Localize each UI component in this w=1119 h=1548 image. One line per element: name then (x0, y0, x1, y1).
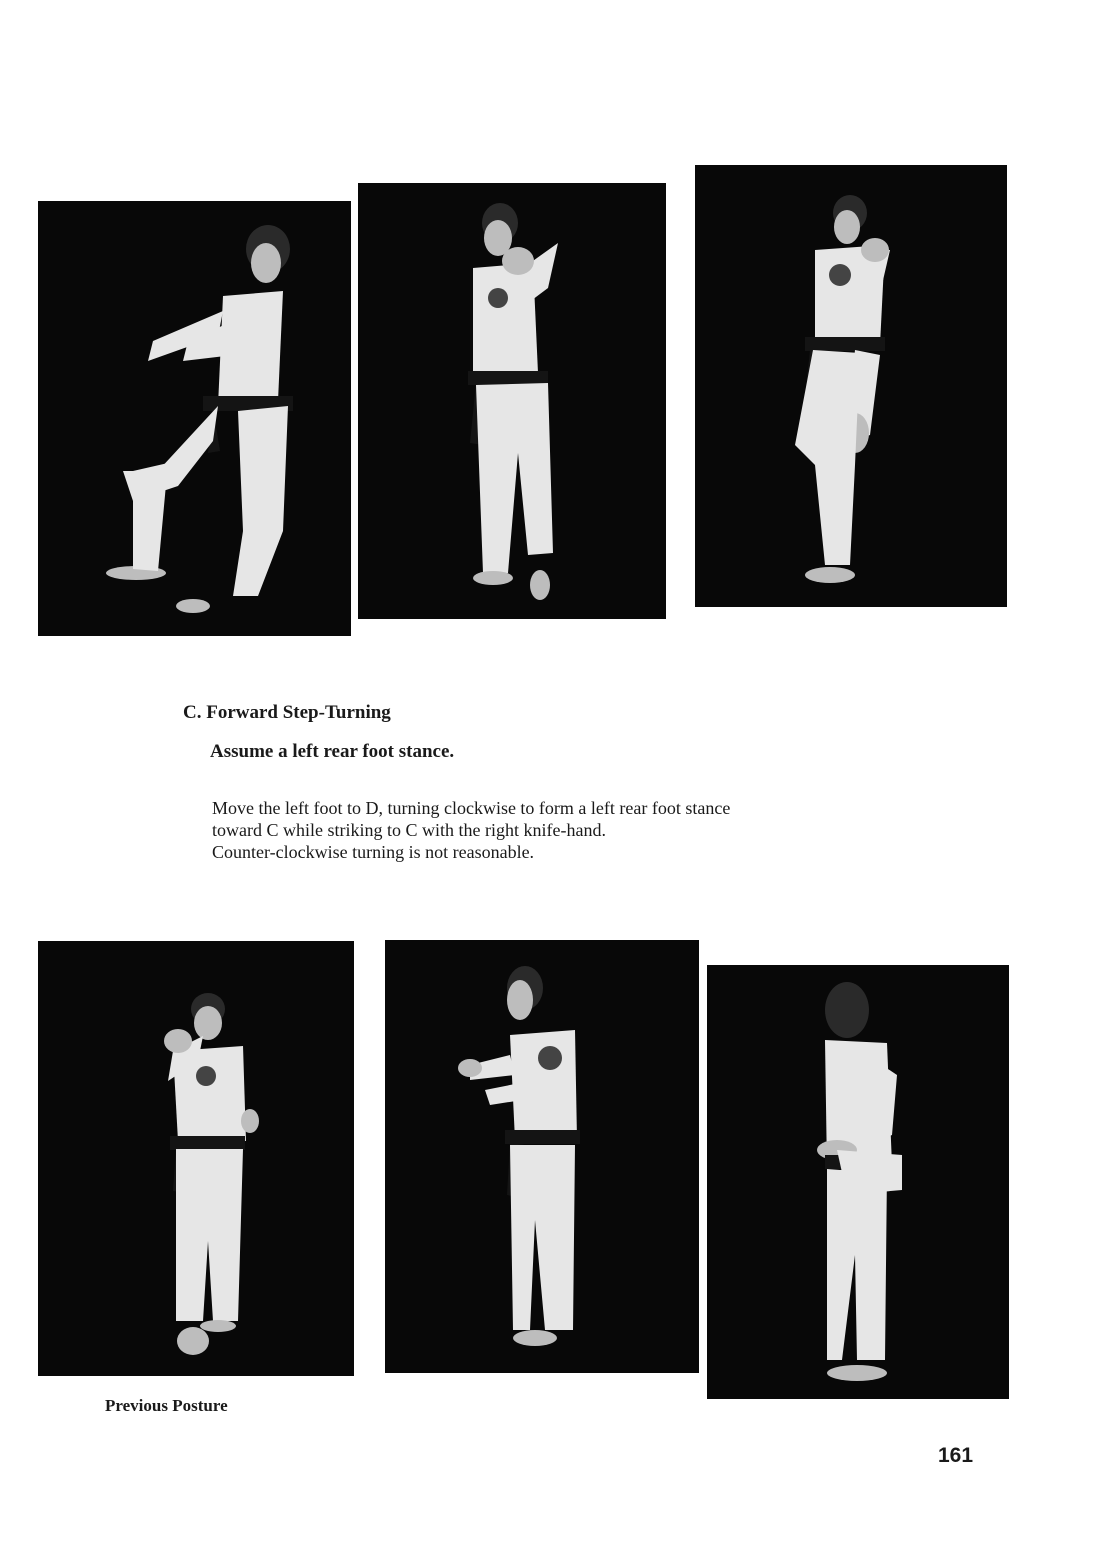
photo-3 (695, 165, 1007, 607)
section-subheading: Assume a left rear foot stance. (210, 741, 455, 762)
photo-4 (38, 941, 354, 1376)
martial-artist-figure (707, 965, 1009, 1399)
page-number: 161 (938, 1444, 974, 1467)
instruction-line: toward C while striking to C with the right knife-hand. (212, 820, 606, 840)
instruction-line: Move the left foot to D, turning clockwise to form a left rear foot stance (212, 798, 731, 818)
instruction-text (212, 797, 972, 863)
martial-artist-figure (695, 165, 1007, 607)
photo-caption: Previous Posture (105, 1396, 228, 1415)
photo-5 (385, 940, 699, 1373)
martial-artist-figure (38, 201, 351, 636)
photo-2 (358, 183, 666, 619)
photo-1 (38, 201, 351, 636)
martial-artist-figure (38, 941, 354, 1376)
instruction-line: Counter-clockwise turning is not reasonable. (212, 842, 535, 862)
photo-6 (707, 965, 1009, 1399)
martial-artist-figure (358, 183, 666, 619)
martial-artist-figure (385, 940, 699, 1373)
section-heading: C. Forward Step-Turning (183, 702, 391, 723)
